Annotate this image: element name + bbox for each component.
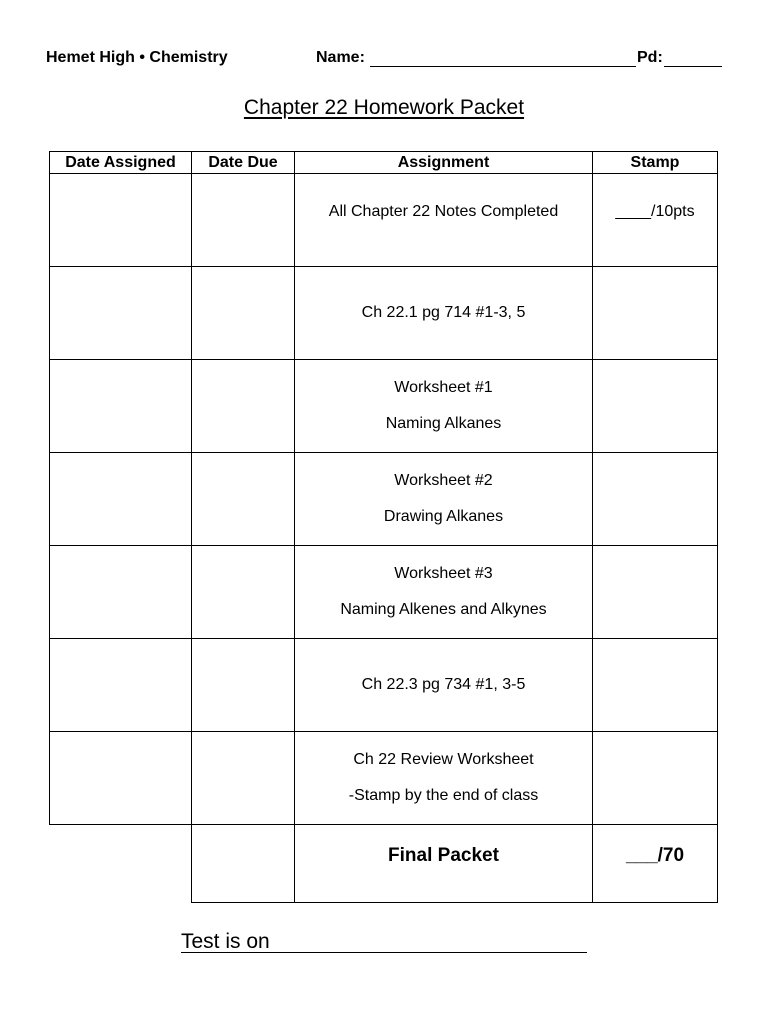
stamp-cell [593, 453, 718, 546]
assignment-subtext: Naming Alkenes and Alkynes [340, 601, 547, 618]
table-row [50, 174, 718, 267]
assignment-cell [295, 639, 593, 732]
date-assigned-cell [50, 360, 192, 453]
test-date-blank-line [181, 952, 587, 953]
final-score-cell [593, 825, 718, 903]
date-assigned-cell [50, 267, 192, 360]
assignment-cell [295, 267, 593, 360]
date-due-cell [192, 453, 295, 546]
name-label: Name: [316, 49, 365, 66]
assignment-cell [295, 360, 593, 453]
test-date-line [181, 930, 270, 954]
date-due-cell [192, 546, 295, 639]
date-due-cell [192, 267, 295, 360]
assignment-text: Worksheet #3 [394, 565, 493, 582]
assignment-cell [295, 546, 593, 639]
column-header-stamp: Stamp [593, 152, 718, 174]
column-header-date-due: Date Due [192, 152, 295, 174]
date-assigned-cell [50, 453, 192, 546]
assignment-text: Worksheet #2 [394, 472, 493, 489]
assignment-text: Worksheet #1 [394, 379, 493, 396]
final-packet-row [50, 825, 718, 903]
final-packet-cell [295, 825, 593, 903]
stamp-cell [593, 360, 718, 453]
date-assigned-cell [50, 546, 192, 639]
date-due-cell [192, 639, 295, 732]
column-header-assignment: Assignment [295, 152, 593, 174]
stamp-cell [593, 174, 718, 267]
assignment-cell [295, 453, 593, 546]
page-title-wrap [0, 96, 768, 120]
assignment-subtext: Drawing Alkanes [383, 508, 504, 525]
stamp-points: ____/10pts [615, 203, 695, 220]
date-due-cell [192, 174, 295, 267]
assignment-text: All Chapter 22 Notes Completed [328, 203, 559, 220]
table-row [50, 360, 718, 453]
assignment-cell [295, 732, 593, 825]
assignment-cell [295, 174, 593, 267]
stamp-cell [593, 639, 718, 732]
stamp-cell [593, 546, 718, 639]
period-blank-line [664, 66, 722, 67]
test-date-label: Test is on [181, 930, 270, 953]
column-header-date-assigned: Date Assigned [50, 152, 192, 174]
stamp-cell [593, 267, 718, 360]
date-due-cell [192, 732, 295, 825]
assignment-text: Ch 22.3 pg 734 #1, 3-5 [361, 676, 526, 693]
page-title: Chapter 22 Homework Packet [243, 96, 525, 119]
homework-table [49, 151, 718, 903]
table-row [50, 639, 718, 732]
date-assigned-cell [50, 639, 192, 732]
name-blank-line [370, 66, 636, 67]
table-header-row [50, 152, 718, 174]
final-packet-label: Final Packet [388, 844, 499, 866]
empty-cell [50, 825, 192, 903]
table-row [50, 546, 718, 639]
assignment-subtext: -Stamp by the end of class [348, 787, 539, 804]
stamp-cell [593, 732, 718, 825]
assignment-text: Ch 22.1 pg 714 #1-3, 5 [361, 304, 526, 321]
final-score: ___/70 [625, 844, 685, 866]
page-header [0, 47, 768, 71]
table-row [50, 267, 718, 360]
date-due-cell [192, 360, 295, 453]
table-row [50, 732, 718, 825]
assignment-text: Ch 22 Review Worksheet [353, 751, 534, 768]
date-assigned-cell [50, 732, 192, 825]
period-label: Pd: [637, 49, 663, 66]
date-assigned-cell [50, 174, 192, 267]
assignment-subtext: Naming Alkanes [385, 415, 502, 432]
date-due-cell [192, 825, 295, 903]
table-row [50, 453, 718, 546]
school-course-label: Hemet High • Chemistry [46, 49, 228, 66]
